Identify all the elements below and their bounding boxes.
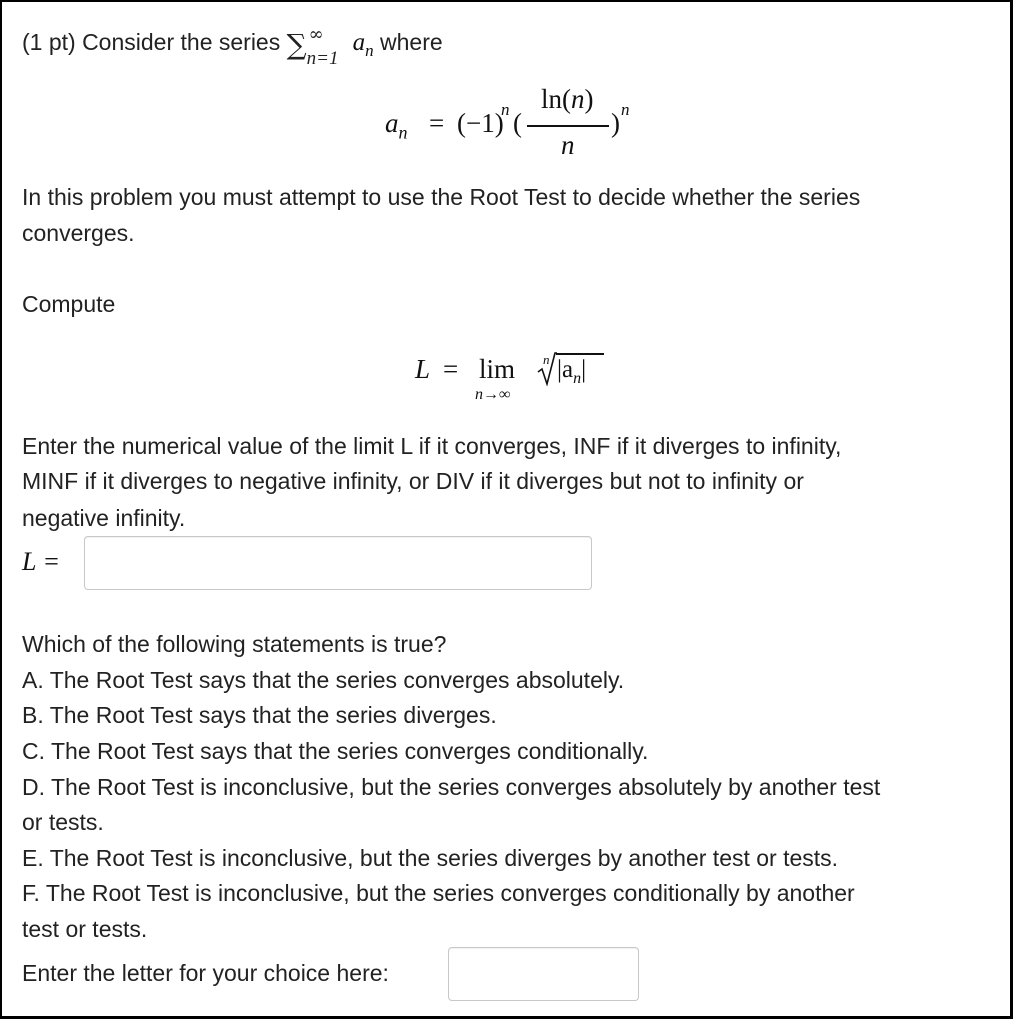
instructions-line-2: MINF if it diverges to negative infinity, or DIV if it diverges but not to infinity or (22, 468, 804, 494)
option-f-continued: test or tests. (22, 916, 148, 942)
instructions-line-3: negative infinity. (22, 505, 186, 531)
paragraph-line-1: In this problem you must attempt to use the Root Test to decide whether the series (22, 184, 861, 210)
choice-label: Enter the letter for your choice here: (22, 960, 389, 986)
limit-word: lim (479, 354, 516, 384)
formula-close-exponent: n (621, 100, 630, 119)
limit-formula (415, 348, 635, 408)
question-text: Which of the following statements is true? (22, 631, 447, 657)
formula-lhs: $a_n$ (385, 108, 408, 143)
formula-denominator: n (561, 130, 575, 160)
sum-symbol: ∑ ∞ n=1 (287, 32, 307, 58)
formula-close-paren: ) (611, 108, 620, 138)
sum-upper: ∞ (308, 24, 324, 45)
paragraph-line-2: converges. (22, 220, 135, 246)
option-e: E. The Root Test is inconclusive, but the series diverges by another test or tests. (22, 845, 839, 871)
instructions-line-1: Enter the numerical value of the limit L if it converges, INF if it diverges to infinity, (22, 433, 842, 459)
limit-equals: = (443, 354, 459, 384)
answer-label: L = (22, 547, 61, 576)
limit-under: n→∞ (475, 386, 511, 403)
intro-prefix: (1 pt) Consider the series (22, 29, 281, 55)
option-d-continued: or tests. (22, 809, 104, 835)
option-f: F. The Root Test is inconclusive, but the series converges conditionally by another (22, 880, 855, 906)
option-b: B. The Root Test says that the series diverges. (22, 702, 497, 728)
option-d: D. The Root Test is inconclusive, but the series converges absolutely by another test (22, 774, 881, 800)
root-body: $|a_n|$ (557, 356, 587, 387)
formula-sign-exponent: n (501, 100, 510, 119)
formula-equals: = (429, 108, 445, 138)
choice-answer-input[interactable] (448, 947, 639, 1001)
series-term-formula (385, 80, 645, 160)
limit-answer-input[interactable] (84, 536, 592, 590)
fraction-bar (527, 125, 609, 127)
radical-bar (556, 353, 604, 355)
option-a: A. The Root Test says that the series converges absolutely. (22, 667, 625, 693)
sum-term: $a_n$ (352, 29, 374, 60)
formula-open-paren: ( (513, 108, 522, 138)
sum-lower: n=1 (306, 48, 339, 69)
root-index: n (543, 352, 550, 367)
intro-suffix: where (380, 29, 443, 55)
compute-label: Compute (22, 291, 116, 317)
formula-sign: (−1) (457, 108, 504, 138)
radical-icon (537, 352, 557, 386)
limit-lhs: L (415, 354, 431, 384)
formula-numerator: ln(n) (541, 84, 594, 114)
intro-line (22, 24, 443, 69)
option-c: C. The Root Test says that the series converges conditionally. (22, 738, 649, 764)
